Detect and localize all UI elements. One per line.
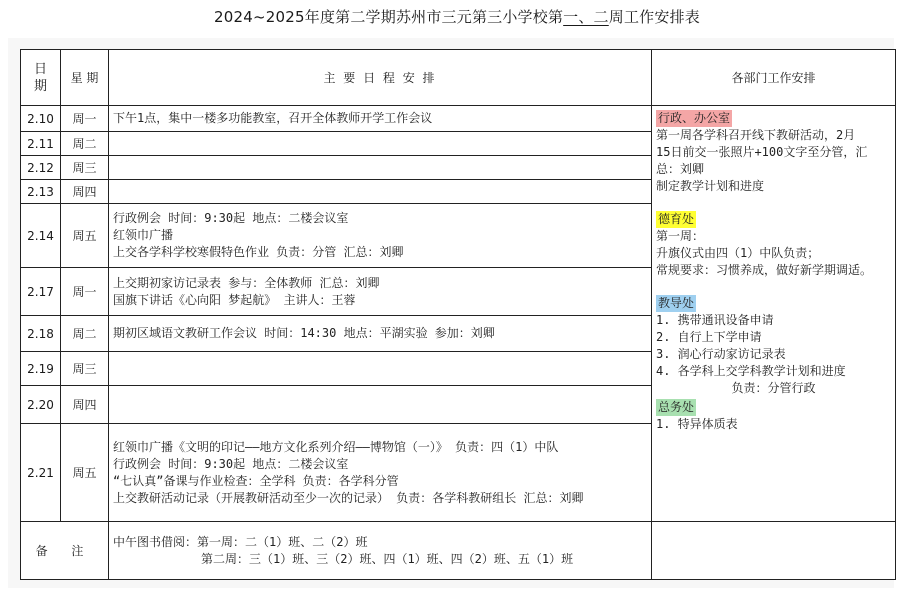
row-date: 2.21 <box>21 424 61 522</box>
row-weekday: 周五 <box>61 204 109 268</box>
row-schedule <box>109 386 652 424</box>
row-date: 2.17 <box>21 268 61 316</box>
dept-admin-label: 行政、办公室 <box>658 111 731 125</box>
row-schedule <box>109 180 652 204</box>
row-weekday: 周四 <box>61 180 109 204</box>
title-suffix: 周工作安排表 <box>608 8 700 26</box>
row-schedule: 行政例会 时间：9:30起 地点：二楼会议室 红领巾广播 上交各学科学校寒假特色作业 负责：分管 汇总：刘卿 <box>109 204 652 268</box>
row-schedule <box>109 352 652 386</box>
row-date: 2.20 <box>21 386 61 424</box>
row-schedule: 下午1点，集中一楼多功能教室，召开全体教师开学工作会议 <box>109 106 652 132</box>
header-date: 日期 <box>21 50 61 106</box>
row-schedule: 上交期初家访记录表 参与：全体教师 汇总：刘卿 国旗下讲话《心向阳 梦起航》 主讲人：王蓉 <box>109 268 652 316</box>
header-departments: 各部门工作安排 <box>652 50 896 106</box>
dept-moral-label: 德育处 <box>658 212 695 226</box>
row-weekday: 周三 <box>61 156 109 180</box>
row-weekday: 周一 <box>61 106 109 132</box>
header-weekday: 星 期 <box>61 50 109 106</box>
row-date: 2.12 <box>21 156 61 180</box>
row-weekday: 周三 <box>61 352 109 386</box>
title-weeks: 一、二 <box>563 8 609 26</box>
row-weekday: 周四 <box>61 386 109 424</box>
row-date: 2.13 <box>21 180 61 204</box>
page-title <box>0 6 914 27</box>
dept-teaching-label: 教导处 <box>658 296 695 310</box>
row-schedule <box>109 132 652 156</box>
row-schedule: 红领巾广播《文明的印记——地方文化系列介绍——博物馆（一）》 负责：四（1）中队 行政例会 时间：9:30起 地点：二楼会议室 “七认真”备课与作业检查：全学科 负责：各学科分管 上交教研活动记录（开展教研活动至少一次的记录） 负责：各学科教研组长 汇总：刘卿 <box>109 424 652 522</box>
remarks-row <box>21 522 896 580</box>
row-date: 2.19 <box>21 352 61 386</box>
row-schedule <box>109 156 652 180</box>
row-weekday: 周二 <box>61 132 109 156</box>
departments-cell: 行政、办公室 第一周各学科召开线下教研活动，2月 15日前交一张照片+100文字至分管，汇 总：刘卿 制定教学计划和进度 德育处 第一周： 升旗仪式由四（1）中队负责； 常规要求：习惯养成，做好新学期调适。 教导处 1. 携带通讯设备申请 2. 自行上下学申请 3. 润心行动家访记录表 4. 各学科上交学科教学计划和进度 负责：分管行政 总务处 1. 特异体质表 <box>652 106 896 522</box>
remarks-departments <box>652 522 896 580</box>
table-row <box>21 106 896 132</box>
schedule-table <box>20 49 896 580</box>
row-date: 2.11 <box>21 132 61 156</box>
remarks-label: 备 注 <box>21 522 109 580</box>
dept-general-label: 总务处 <box>658 400 695 414</box>
row-weekday: 周一 <box>61 268 109 316</box>
row-date: 2.14 <box>21 204 61 268</box>
row-weekday: 周五 <box>61 424 109 522</box>
remarks-content: 中午图书借阅：第一周：二（1）班、二（2）班 第二周：三（1）班、三（2）班、四（1）班、四（2）班、五（1）班 <box>109 522 652 580</box>
row-date: 2.10 <box>21 106 61 132</box>
header-schedule: 主 要 日 程 安 排 <box>109 50 652 106</box>
row-schedule: 期初区域语文教研工作会议 时间：14:30 地点：平湖实验 参加：刘卿 <box>109 316 652 352</box>
title-prefix: 2024~2025年度第二学期苏州市三元第三小学校第 <box>214 8 564 26</box>
row-date: 2.18 <box>21 316 61 352</box>
header-row <box>21 50 896 106</box>
row-weekday: 周二 <box>61 316 109 352</box>
